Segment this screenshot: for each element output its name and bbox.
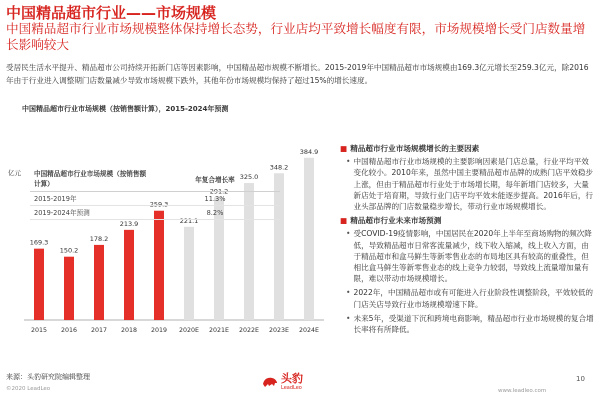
bar — [124, 230, 134, 320]
bar-value-label: 384.9 — [299, 147, 319, 156]
cagr-rate: 8.2% — [206, 208, 224, 217]
bar — [184, 227, 194, 320]
bar-value-label: 221.1 — [179, 216, 199, 225]
page-subtitle: 中国精品超市行业市场规模整体保持增长态势，行业店均平致增长幅度有限，市场规模增长受门店数量增长影响较大 — [6, 21, 586, 52]
bar-value-label: 169.3 — [29, 238, 49, 247]
bar-value-label: 259.3 — [149, 200, 169, 209]
section-heading-factors — [340, 143, 596, 154]
list-item — [340, 313, 596, 335]
x-tick-label: 2015 — [30, 327, 48, 334]
bullet-dot-icon: • — [346, 313, 351, 323]
section-heading-text: 精品超市行业市场规模增长的主要因素 — [350, 144, 480, 153]
copyright: ©2020 LeadLeo — [6, 386, 51, 392]
bullet-dot-icon: • — [346, 288, 351, 298]
section-heading-forecast — [340, 215, 596, 226]
cagr-row — [30, 206, 280, 220]
market-size-chart-svg — [4, 115, 330, 347]
logo-text-cn: 头豹 — [281, 372, 303, 385]
cagr-period: 2015-2019年 — [34, 194, 77, 203]
chart-title: 中国精品超市行业市场规模（按销售额计算），2015-2024年预测 — [22, 105, 229, 113]
list-item — [340, 287, 596, 309]
cagr-rate: 11.3% — [204, 194, 226, 203]
y-axis-label: 亿元 — [8, 169, 21, 177]
bar-value-label: 348.2 — [269, 163, 289, 172]
list-item — [340, 228, 596, 284]
x-tick-label: 2016 — [60, 327, 78, 334]
section-heading-text: 精品超市行业未来市场预测 — [350, 216, 442, 226]
x-tick-label: 2018 — [120, 327, 138, 334]
bar-value-label: 291.2 — [209, 187, 229, 196]
leopard-logo-icon — [262, 375, 278, 389]
square-bullet-icon: ■ — [340, 144, 348, 153]
x-tick-label: 2019 — [150, 327, 168, 334]
list-item-text: 受COVID-19疫情影响，中国居民在2020年上半年至商场购物的频次降低，导致精品超市日常客流量减少，线下收入缩减，线上收入方面，由于精品超市和盒马鲜生等新零售业态的布局地区具有较高的重叠性，但相比盒马鲜生等新零售业态的线上竞争力较弱，导致线上流量增加量有限，难以带动市场规模增长。 — [353, 229, 592, 284]
list-item-text: 2022年，中国精品超市或有可能进入行业阶段性调整阶段，平效较低的门店关店导致行业市场规模增速下降。 — [353, 288, 594, 309]
cagr-header-value: 年复合增长率 — [195, 176, 235, 184]
bar-value-label: 178.2 — [89, 234, 109, 243]
website-url: www.leadleo.com — [498, 388, 547, 394]
source-note: 来源：头豹研究院编辑整理 — [6, 373, 90, 381]
market-size-chart — [4, 115, 330, 347]
list-item — [340, 156, 596, 212]
page-title: 中国精品超市行业——市场规模 — [6, 4, 217, 22]
list-item-text: 中国精品超市行业市场规模的主要影响因素是门店总量，行业平均平效变化较小。2010年来，虽然中国主要精品超市品牌的成熟门店平效稳步上涨，但由于精品超市行业处于市场增长期，每年新增门店较多，大量新店处于培育期，导致行业门店平均平效未能逐步提高。2016年后，行业头部品牌的门店数量稳步增长，带动行业市场规模增长。 — [353, 157, 594, 212]
bar-value-label: 213.9 — [119, 219, 139, 228]
bar — [304, 158, 314, 320]
x-tick-label: 2020E — [178, 327, 200, 334]
right-panel — [340, 143, 596, 337]
cagr-period: 2019-2024年预测 — [34, 208, 90, 217]
x-tick-label: 2017 — [90, 327, 108, 334]
cagr-table-header — [30, 167, 280, 192]
bar — [64, 257, 74, 320]
intro-paragraph: 受居民生活水平提升、精品超市公司持续开拓新门店等因素影响，中国精品超市规模不断增长。2015-2019年中国精品超市市场规模由169.3亿元增长至259.3亿元，除2016年由于行业进入调整期门店数量减少导致市场规模下跌外，其他年份市场规模均保持了超过15%的增长速度。 — [6, 63, 589, 85]
bar — [154, 211, 164, 320]
cagr-row — [30, 192, 280, 206]
x-tick-label: 2024E — [298, 327, 320, 334]
logo-text-en: LeadLeo — [281, 385, 302, 391]
x-tick-label: 2023E — [268, 327, 290, 334]
bullet-dot-icon: • — [346, 229, 351, 239]
bar-value-label: 325.0 — [239, 173, 259, 182]
bar — [34, 249, 44, 320]
bullet-dot-icon: • — [346, 157, 351, 167]
bar-value-label: 150.2 — [59, 246, 79, 255]
x-tick-label: 2021E — [208, 327, 230, 334]
bar — [94, 245, 104, 320]
square-bullet-icon: ■ — [340, 216, 348, 226]
list-item-text: 未来5年，受渠道下沉和跨境电商影响，精品超市行业市场规模的复合增长率将有所降低。 — [353, 313, 594, 335]
brand-logo — [262, 373, 303, 391]
cagr-table — [30, 167, 280, 220]
page-number: 10 — [576, 375, 585, 383]
cagr-header-label: 中国精品超市行业市场规模（按销售额计算） — [34, 170, 147, 188]
x-tick-label: 2022E — [238, 327, 260, 334]
